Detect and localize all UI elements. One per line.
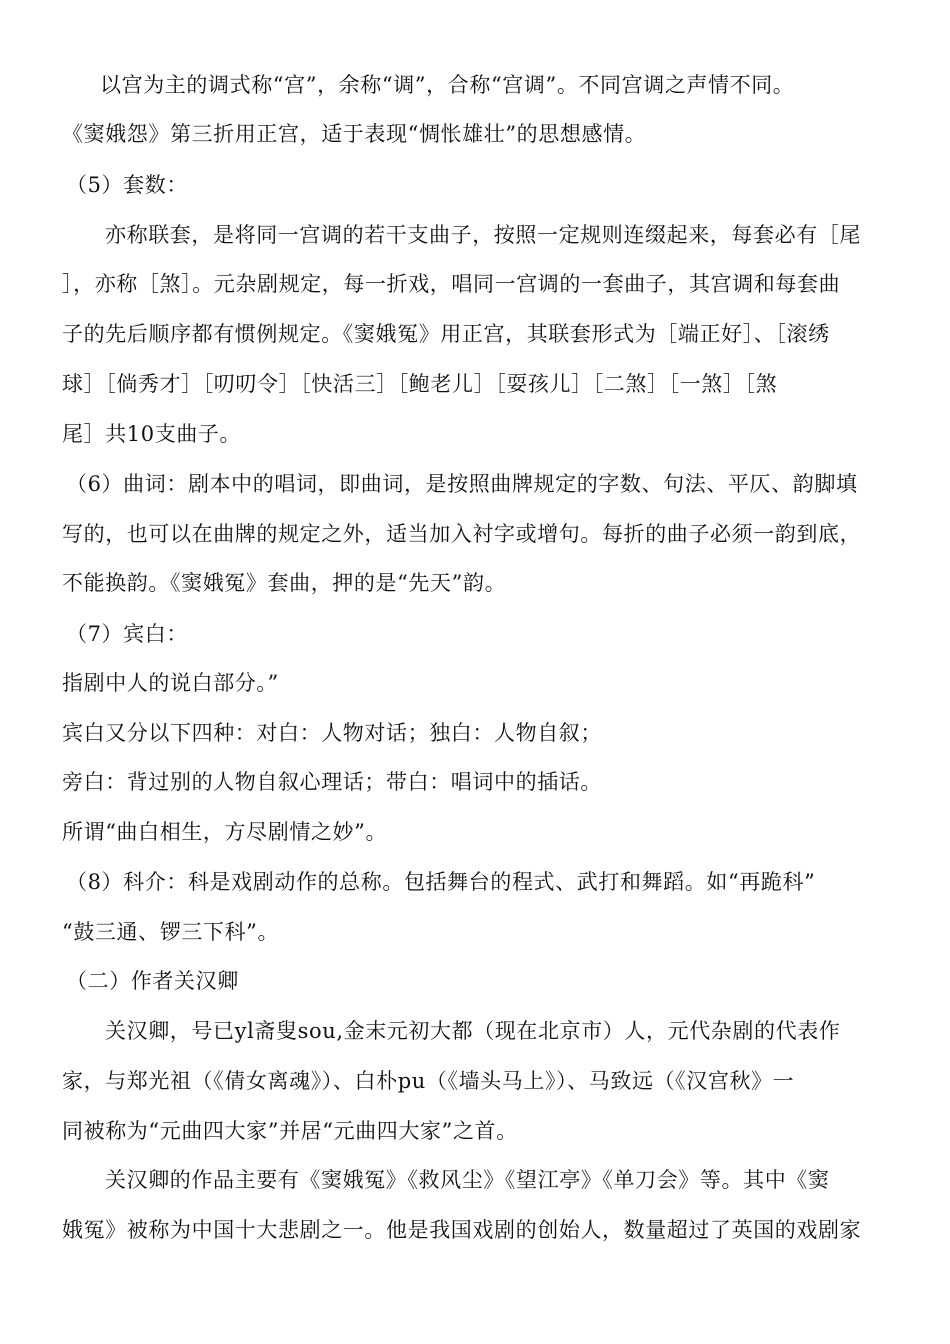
section-heading: （7）宾白： — [66, 622, 188, 646]
text-line: 关汉卿的作品主要有《窦娥冤》《救风尘》《望江亭》《单刀会》等。其中《窦 — [105, 1168, 830, 1192]
text-line: 娥冤》被称为中国十大悲剧之一。他是我国戏剧的创始人，数量超过了英国的戏剧家 — [62, 1218, 862, 1242]
text-line: 尾］共10支曲子。 — [62, 422, 242, 446]
text-line: 关汉卿，号已yl斋叟sou,金末元初大都（现在北京市）人，元代杂剧的代表作 — [105, 1019, 841, 1043]
text-line: 旁白：背过别的人物自叙心理话；带白：唱词中的插话。 — [62, 770, 602, 794]
text-line: 不能换韵。《窦娥冤》套曲，押的是“先天”韵。 — [62, 571, 507, 595]
section-heading: （6）曲词：剧本中的唱词，即曲词，是按照曲牌规定的字数、句法、平仄、韵脚填 — [66, 472, 858, 496]
text-line: “鼓三通、锣三下科”。 — [62, 920, 280, 944]
text-line: 《窦娥怨》第三折用正宫，适于表现“惆怅雄壮”的思想感情。 — [62, 122, 647, 146]
section-heading: （5）套数： — [66, 173, 188, 197]
text-line: 写的，也可以在曲牌的规定之外，适当加入衬字或增句。每折的曲子必须一韵到底， — [62, 522, 862, 546]
text-line: 指剧中人的说白部分。” — [62, 671, 279, 695]
text-line: 球］［倘秀才］［叨叨令］［快活三］［鲍老儿］［耍孩儿］［二煞］［一煞］［煞 — [62, 372, 778, 396]
text-line: 同被称为“元曲四大家”并居“元曲四大家”之首。 — [62, 1119, 518, 1143]
section-heading: （二）作者关汉卿 — [66, 969, 239, 993]
text-line: 亦称联套，是将同一宫调的若干支曲子，按照一定规则连缀起来，每套必有［尾 — [105, 223, 861, 247]
text-line: 以宫为主的调式称“宫”，余称“调”，合称“宫调”。不同宫调之声情不同。 — [100, 73, 795, 97]
text-line: ］，亦称［煞］。元杂剧规定，每一折戏，唱同一宫调的一套曲子，其宫调和每套曲 — [62, 272, 841, 296]
text-line: 家，与郑光祖（《倩女离魂》）、白朴pu（《墙头马上》）、马致远（《汉宫秋》一 — [62, 1069, 795, 1093]
text-line: 所谓“曲白相生，方尽剧情之妙”。 — [62, 820, 388, 844]
text-line: 宾白又分以下四种：对白：人物对话；独白：人物自叙； — [62, 721, 602, 745]
text-line: 子的先后顺序都有惯例规定。《窦娥冤》用正宫，其联套形式为［端正好］、［滚绣 — [62, 322, 830, 346]
section-heading: （8）科介：科是戏剧动作的总称。包括舞台的程式、武打和舞蹈。如“再跪科” — [66, 870, 816, 894]
